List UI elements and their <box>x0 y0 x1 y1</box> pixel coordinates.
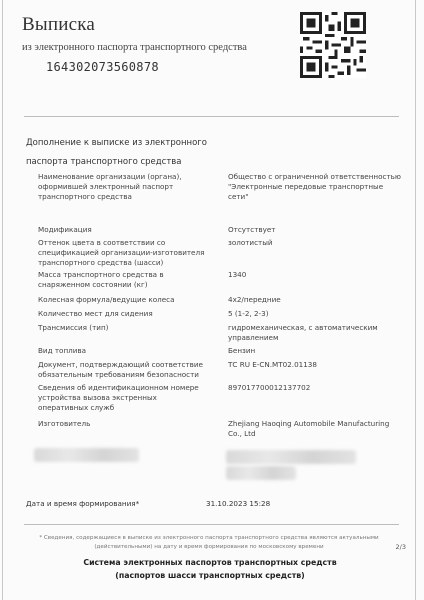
row-label: Сведения об идентификационном номере устройства вызова экстренных оперативных служб <box>38 383 199 412</box>
row-label: Трансмиссия (тип) <box>38 323 109 332</box>
generation-datetime <box>26 499 271 508</box>
row-label: Изготовитель <box>38 419 91 428</box>
header-divider <box>24 116 399 117</box>
row-label: Наименование организации (органа), оформившей электронный паспорт транспортного средства <box>38 172 182 201</box>
scan-edge-right <box>415 0 416 600</box>
row-label: Масса транспортного средства в снаряженном состоянии (кг) <box>38 270 164 289</box>
row-label: Модификация <box>38 225 92 234</box>
datetime-label: Дата и время формирования* <box>26 499 140 508</box>
datetime-value: 31.10.2023 15:28 <box>206 499 271 508</box>
redacted-block <box>226 450 356 464</box>
footnote: * Сведения, содержащиеся в выписке из электронного паспорта транспортного средства являются актуальными (действительными) на дату и время формирования по московскому времени <box>39 535 379 550</box>
row-label: Вид топлива <box>38 346 87 355</box>
row-value: Общество с ограниченной ответственностью "Электронные передовые транспортные сети" <box>228 172 401 201</box>
row-value: 897017700012137702 <box>228 383 311 392</box>
footer-divider <box>24 524 399 525</box>
row-value: 4x2/передние <box>228 295 281 304</box>
row-value: Zhejiang Haoqing Automobile Manufacturing Co., Ltd <box>228 419 390 438</box>
row-value: 1340 <box>228 270 247 279</box>
row-value: гидромеханическая, с автоматическим управлением <box>228 323 378 342</box>
redacted-block <box>34 448 139 462</box>
row-value: Отсутствует <box>228 225 276 234</box>
row-label: Количество мест для сидения <box>38 309 153 318</box>
document-title: Выписка <box>22 14 95 35</box>
row-value: 5 (1-2, 2-3) <box>228 309 269 318</box>
section-title: Дополнение к выписке из электронного паспорта транспортного средства <box>26 138 207 167</box>
scan-edge-left <box>2 0 3 600</box>
row-label: Колесная формула/ведущие колеса <box>38 295 175 304</box>
row-value: Бензин <box>228 346 256 355</box>
qr-code-icon <box>300 12 366 78</box>
row-value: ТС RU E-CN.МТ02.01138 <box>228 360 317 369</box>
redacted-block <box>226 466 296 480</box>
page-number: 2/3 <box>395 543 406 551</box>
document-number: 164302073560878 <box>46 60 159 74</box>
document-subtitle: из электронного паспорта транспортного средства <box>22 42 247 53</box>
row-value: золотистый <box>228 238 273 247</box>
system-name: Система электронных паспортов транспортных средств (паспортов шасси транспортных средств) <box>83 558 337 580</box>
row-label: Документ, подтверждающий соответствие обязательным требованиям безопасности <box>38 360 203 379</box>
row-label: Оттенок цвета в соответствии со спецификацией организации-изготовителя транспортного средства (шасси) <box>38 238 205 267</box>
